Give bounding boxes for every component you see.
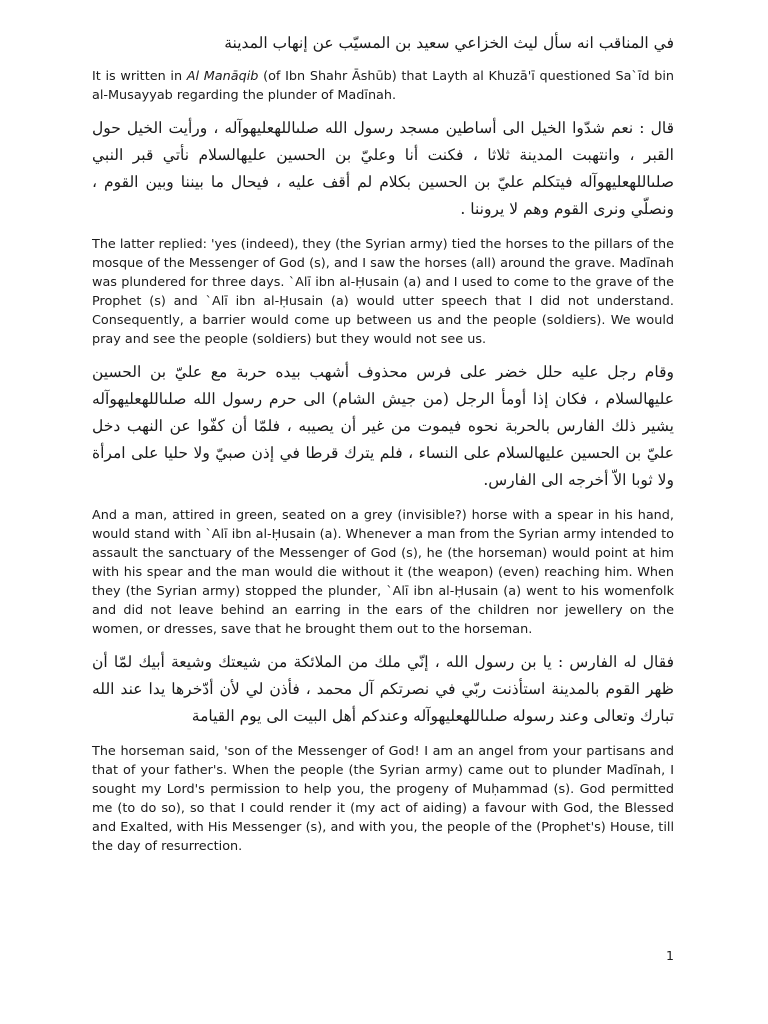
english-paragraph-4: The horseman said, 'son of the Messenger of God! I am an angel from your partisans and that of your father's. When the people (the Syrian army) came out to plunder Madīnah, I sought my Lord's permission to help you, the progeny of Muḥammad (s). God permitted me (to do so), so that I could render it (my act of aiding) a favour with God, the Blessed and Exalted, with His Messenger (s), and with you, the people of the (Prophet's) House, till the day of resurrection. xyxy=(92,744,674,854)
page-number: 1 xyxy=(666,948,674,963)
intro-text-post: (of Ibn Shahr Āshūb) that Layth al Khuzā'ī questioned Sa`īd bin al-Musayyab regarding the plunder of Madīnah. xyxy=(92,69,674,103)
english-paragraph-2: The latter replied: 'yes (indeed), they (the Syrian army) tied the horses to the pillars of the mosque of the Messenger of God (s), and I saw the horses (all) around the grave. Madīnah was plundered for three days. `Alī ibn al-Ḥusain (a) and I used to come to the grave of the Prophet (s) and `Alī ibn al-Ḥusain (a) would utter speech that I did not understand. Consequently, a barrier would come up between us and the people (soldiers). We would pray and see the people (soldiers) but they would not see us. xyxy=(92,237,674,347)
arabic-heading: في المناقب انه سأل ليث الخزاعي سعيد بن المسيّب عن إنهاب المدينة xyxy=(224,34,674,52)
book-title: Al Manāqib xyxy=(186,69,259,84)
arabic-paragraph-2: وقام رجل عليه حلل خضر على فرس محذوف أشهب بيده حربة مع عليّ بن الحسين عليهالسلام ، فكان إذا أومأ الرجل (من جيش الشام) الى حرم رسول الله صلىاللهعليهوآله يشير ذلك الفارس بالحربة نحوه فيموت من غير أن يصيبه ، فلمّا أن كفّوا عن النهب دخل عليّ بن الحسين عليهالسلام على النساء ، فلم يترك قرطا في إذن صبيّ ولا حليا على امرأة ولا ثوبا الاّ أخرجه الى الفارس. xyxy=(92,363,674,489)
arabic-paragraph-3: فقال له الفارس : يا بن رسول الله ، إنّي ملك من الملائكة من شيعتك وشيعة أبيك لمّا أن ظهر القوم بالمدينة استأذنت ربّي في نصرتكم آل محمد ، فأذن لي لأن أدّخرها يدا عند الله تبارك وتعالى وعند رسوله صلىاللهعليهوآله وعندكم أهل البيت الى يوم القيامة xyxy=(92,653,674,725)
arabic-paragraph-1: قال : نعم شدّوا الخيل الى أساطين مسجد رسول الله صلىاللهعليهوآله ، ورأيت الخيل حول القبر ، وانتهبت المدينة ثلاثا ، فكنت أنا وعليّ بن الحسين عليهالسلام نأتي قبر النبي صلىاللهعليهوآله فيتكلم عليّ بن الحسين بكلام لم أقف عليه ، فيحال ما بيننا وبين القوم ، ونصلّي ونرى القوم وهم لا يروننا . xyxy=(92,119,674,218)
intro-text-pre: It is written in xyxy=(92,69,187,84)
document-page xyxy=(92,30,674,856)
english-intro-paragraph xyxy=(92,67,674,105)
english-paragraph-3: And a man, attired in green, seated on a grey (invisible?) horse with a spear in his hand, would stand with `Alī ibn al-Ḥusain (a). Whenever a man from the Syrian army intended to assault the sanctuary of the Messenger of God (s), he (the horseman) would point at him with his spear and the man would die without it (the weapon) (even) reaching him. When they (the Syrian army) stopped the plunder, `Alī ibn al-Ḥusain (a) went to his womenfolk and did not leave behind an earring in the ears of the children nor jewellery on the women, or dresses, save that he brought them out to the horseman. xyxy=(92,508,674,637)
